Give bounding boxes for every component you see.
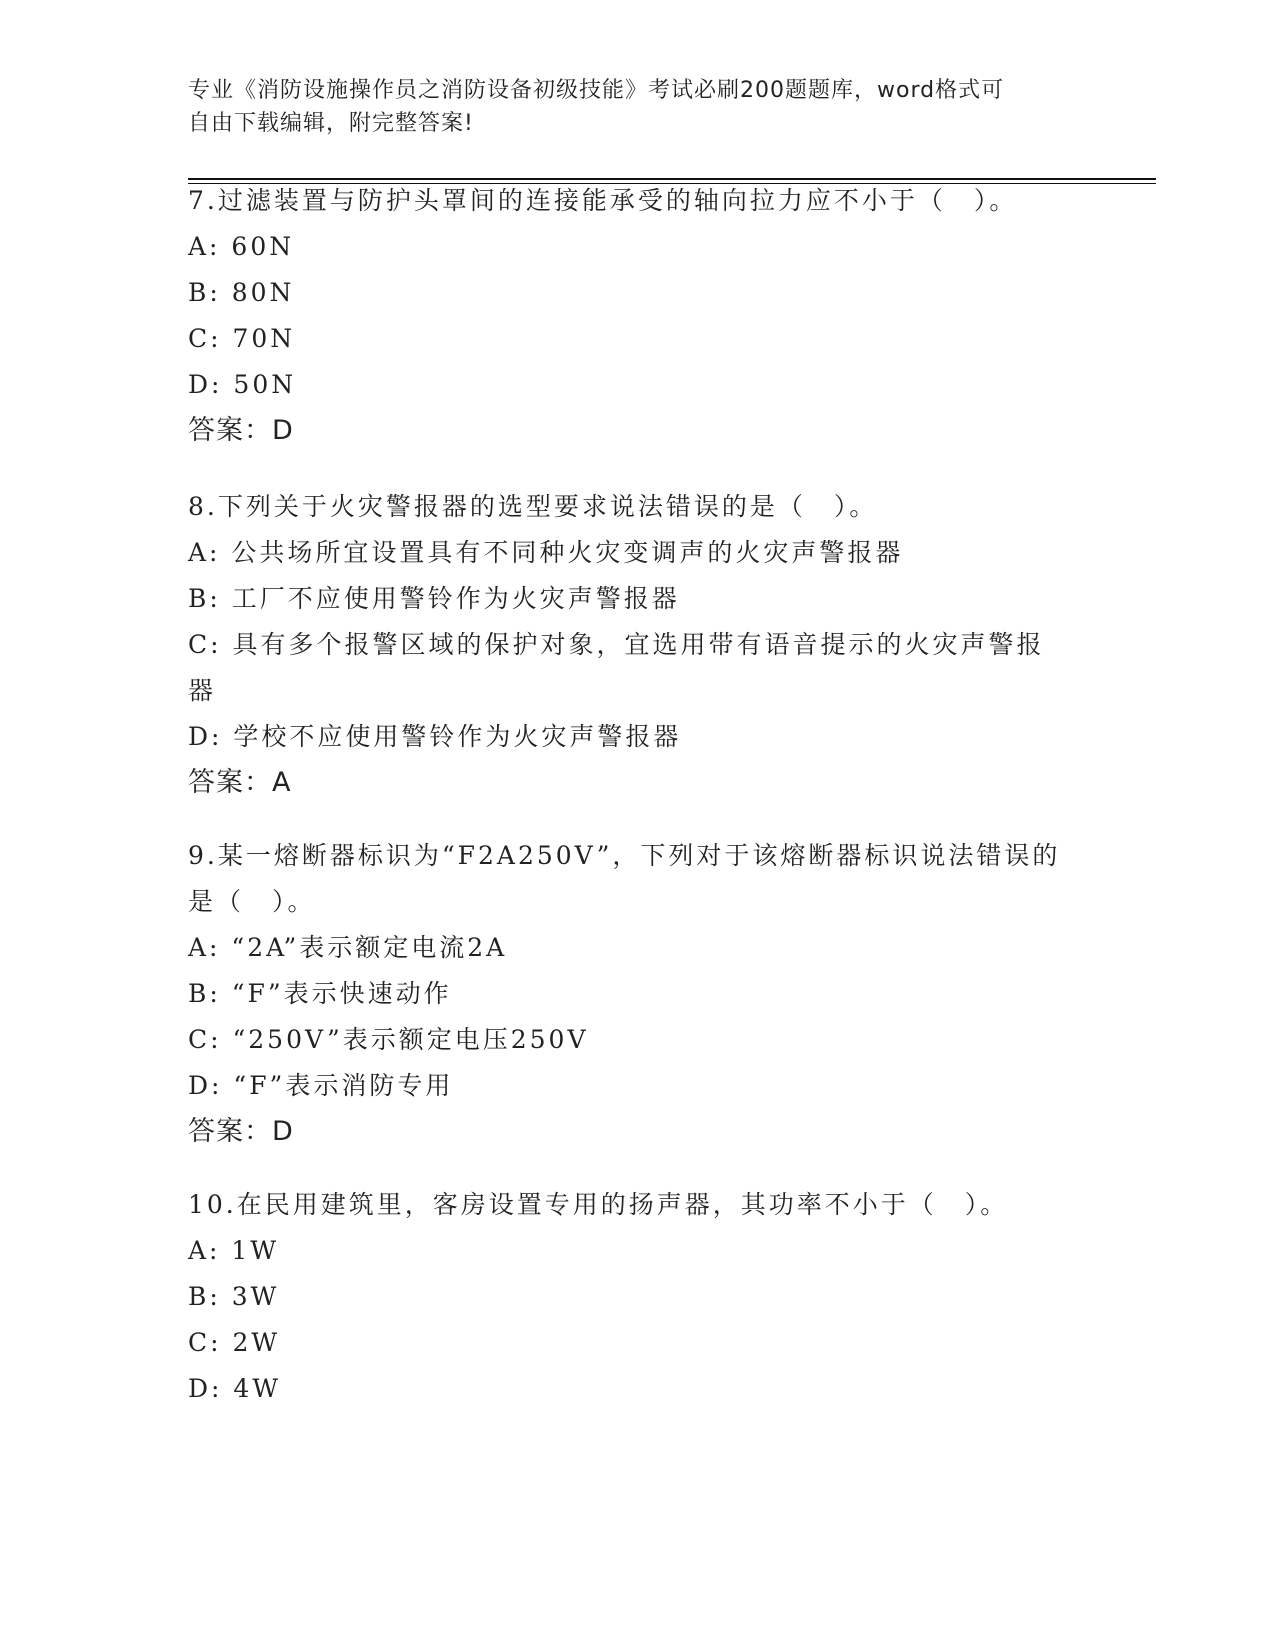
question-9 (188, 833, 1088, 1155)
header-line-2: 自由下载编辑，附完整答案! (188, 111, 474, 136)
option-c: C: 70N (188, 324, 296, 353)
option-b: B: “F”表示快速动作 (188, 979, 452, 1008)
answer: 答案：D (188, 415, 294, 446)
header-line-1: 专业《消防设施操作员之消防设备初级技能》考试必刷200题题库，word格式可 (188, 78, 1005, 103)
question-stem: 8.下列关于火灾警报器的选型要求说法错误的是（ ）。 (188, 492, 878, 521)
question-stem: 10.在民用建筑里，客房设置专用的扬声器，其功率不小于（ ）。 (188, 1190, 1009, 1219)
option-d: D: 学校不应使用警铃作为火灾声警报器 (188, 722, 682, 751)
option-a: A: 1W (188, 1236, 280, 1265)
option-c: C: “250V”表示额定电压250V (188, 1025, 589, 1054)
question-7 (188, 178, 1088, 454)
question-stem: 9.某一熔断器标识为“F2A250V”，下列对于该熔断器标识说法错误的是（ ）。 (188, 841, 1061, 916)
document-header (188, 74, 1068, 140)
option-d: D: 4W (188, 1374, 282, 1403)
answer: 答案：D (188, 1116, 294, 1147)
option-b: B: 80N (188, 278, 295, 307)
option-c: C: 2W (188, 1328, 281, 1357)
option-a: A: “2A”表示额定电流2A (188, 933, 508, 962)
option-c: C: 具有多个报警区域的保护对象，宜选用带有语音提示的火灾声警报器 (188, 630, 1045, 705)
option-b: B: 工厂不应使用警铃作为火灾声警报器 (188, 584, 680, 613)
option-d: D: 50N (188, 370, 297, 399)
option-d: D: “F”表示消防专用 (188, 1071, 454, 1100)
option-b: B: 3W (188, 1282, 280, 1311)
option-a: A: 60N (188, 232, 295, 261)
answer: 答案：A (188, 767, 292, 798)
question-10 (188, 1182, 1088, 1412)
question-8 (188, 484, 1088, 806)
option-a: A: 公共场所宜设置具有不同种火灾变调声的火灾声警报器 (188, 538, 904, 567)
question-stem: 7.过滤装置与防护头罩间的连接能承受的轴向拉力应不小于（ ）。 (188, 186, 1018, 215)
